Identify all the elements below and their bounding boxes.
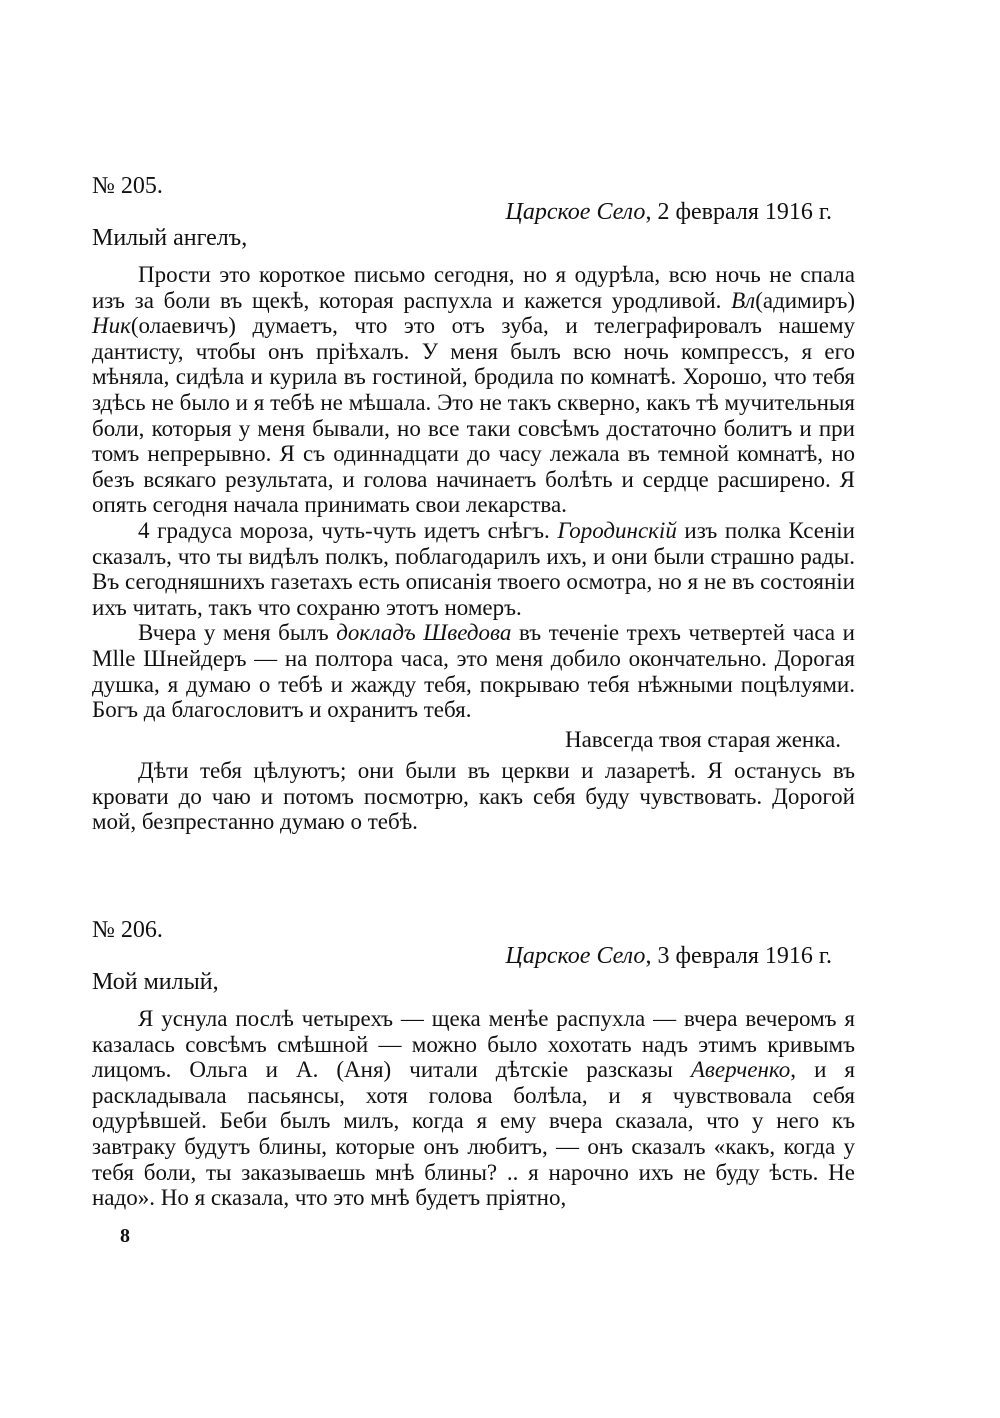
- text-run: , и я раскладывала пасьянсы, хотя голова болѣла, и я чувствовала себя одурѣвшей. Беби былъ милъ, когда я ему вчера сказала, что у него къ завтраку будутъ блины, которые онъ любитъ, — онъ сказалъ «какъ, когда у тебя боли, ты заказываешь мнѣ блины? .. я нарочно ихъ не буду ѣсть. Не надо». Но я сказала, что это мнѣ будетъ пріятно,: [92, 1057, 855, 1211]
- paragraph: [92, 262, 855, 518]
- place-date: [506, 942, 833, 970]
- letter-body: [92, 262, 855, 835]
- letter-body: [92, 1006, 855, 1211]
- text-run: въ теченіе трехъ четвертей часа и Mlle Шнейдеръ — на полтора часа, это меня добило окончательно. Дорогая душка, я думаю о тебѣ и жажду тебя, покрываю тебя нѣжными поцѣлуями. Богъ да благословитъ и охранитъ тебя.: [92, 620, 855, 723]
- text-run: (адимиръ): [755, 287, 855, 313]
- paragraph: Дѣти тебя цѣлуютъ; они были въ церкви и лазаретѣ. Я останусь въ кровати до чаю и потомъ посмотрю, какъ себя буду чувствовать. Дорогой мой, безпрестанно думаю о тебѣ.: [92, 758, 855, 835]
- italic-name: Ник: [92, 313, 131, 339]
- text-run: (олаевичъ) думаетъ, что это отъ зуба, и телеграфировалъ нашему дантисту, чтобы онъ пріѣхалъ. У меня былъ всю ночь компрессъ, я его мѣняла, сидѣла и курила въ гостиной, бродила по комнатѣ. Хорошо, что тебя здѣсь не было и я тебѣ не мѣшала. Это не такъ скверно, какъ тѣ мучительныя боли, которыя у меня бывали, но все таки совсѣмъ достаточно болитъ и при томъ непрерывно. Я съ одиннадцати до часу лежала въ темной комнатѣ, но безъ всякаго результата, и голова начинаетъ болѣть и сердце расширено. Я опять сегодня начала принимать свои лекарства.: [92, 313, 855, 518]
- page-number: 8: [120, 1225, 130, 1247]
- date: , 3 февраля 1916 г.: [645, 943, 832, 969]
- signature: Навсегда твоя старая женка.: [564, 726, 841, 752]
- paragraph: [92, 518, 855, 620]
- italic-name: докладъ Шведова: [336, 620, 512, 646]
- text-run: Прости это короткое письмо сегодня, но я одурѣла, всю ночь не спала изъ за боли въ щекѣ, которая распухла и кажется уродливой.: [92, 262, 855, 313]
- italic-name: Городинскій: [557, 517, 677, 543]
- text-run: 4 градуса мороза, чуть-чуть идетъ снѣгъ.: [138, 517, 558, 543]
- text-run: изъ полка Ксеніи сказалъ, что ты видѣлъ полкъ, поблагодарилъ ихъ, и они были страшно рады. Въ сегодняшнихъ газетахъ есть описанія твоего осмотра, но я не въ состояніи ихъ читать, такъ что сохраню этотъ номеръ.: [92, 517, 855, 620]
- date: , 2 февраля 1916 г.: [645, 199, 832, 225]
- letter-number: № 206.: [92, 917, 163, 943]
- text-run: Вчера у меня былъ: [138, 620, 337, 646]
- letter-number: № 205.: [92, 173, 163, 199]
- place: Царское Село: [505, 943, 646, 969]
- italic-name: Аверченко: [690, 1057, 791, 1083]
- place: Царское Село: [505, 199, 646, 225]
- paragraph: [92, 620, 855, 722]
- paragraph: [92, 1006, 855, 1211]
- place-date: [506, 198, 833, 226]
- italic-name: Вл: [731, 287, 756, 313]
- text-run: Я уснула послѣ четырехъ — щека менѣе распухла — вчера вечеромъ я казалась совсѣмъ смѣшной — можно было хохотать надъ этимъ кривымъ лицомъ. Ольга и А. (Аня) читали дѣтскіе разсказы: [92, 1006, 855, 1083]
- salutation: Милый ангелъ,: [92, 225, 248, 251]
- salutation: Мой милый,: [92, 969, 219, 995]
